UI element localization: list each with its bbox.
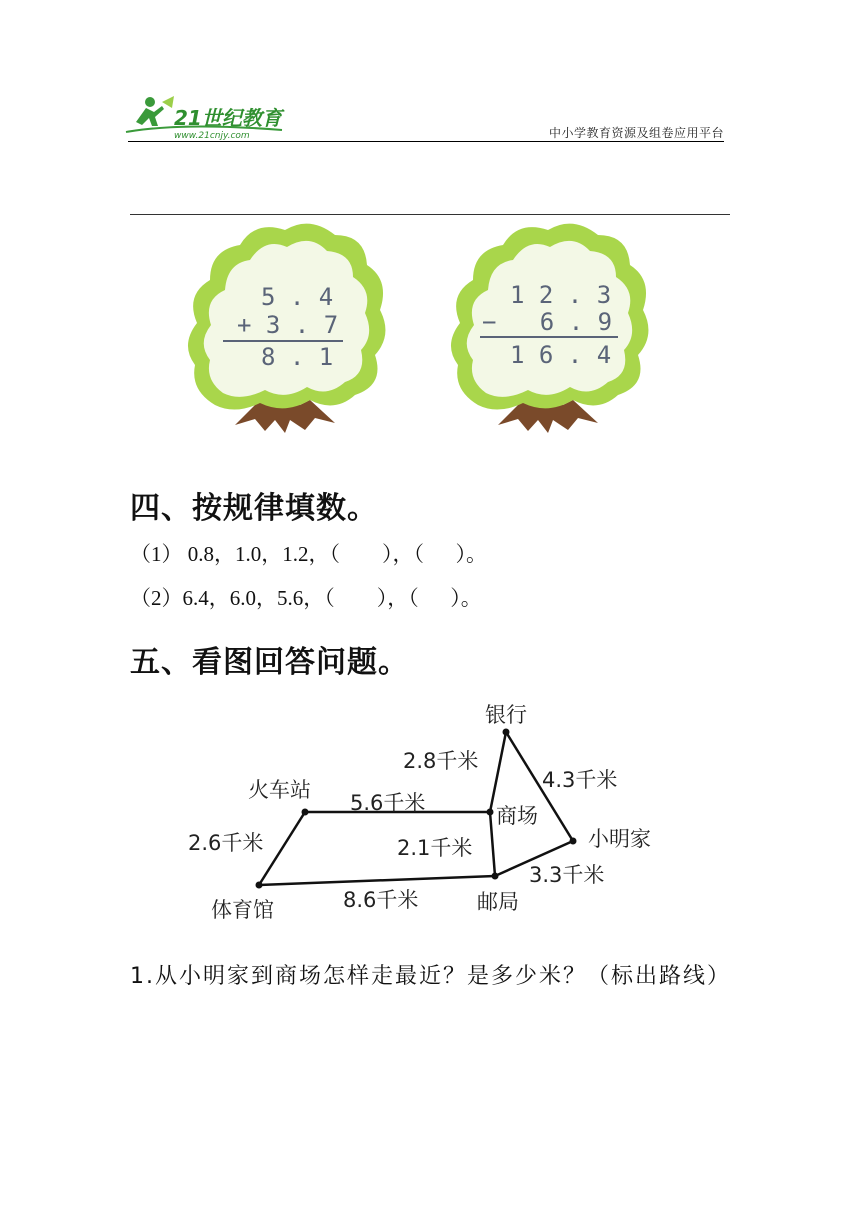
route-map-diagram (180, 695, 680, 925)
place-station: 火车站 (248, 778, 311, 802)
distance-mall-post: 2.1千米 (397, 836, 473, 860)
place-bank: 银行 (485, 703, 527, 727)
distance-station-mall: 5.6千米 (350, 791, 426, 815)
node-home (570, 838, 577, 845)
node-station (302, 809, 309, 816)
tree-row-3: 8 . 1 (261, 343, 334, 371)
edge-station-gym (259, 812, 305, 885)
21cnjy-logo (122, 92, 292, 142)
logo-text: 21世纪教育 (174, 106, 282, 130)
tree-row-1: 5 . 4 (261, 283, 334, 311)
runner-icon (136, 96, 174, 126)
distance-station-gym: 2.6千米 (188, 831, 264, 855)
place-mall: 商场 (496, 804, 538, 828)
header-divider (128, 141, 724, 142)
tree-addition-card (175, 215, 395, 440)
node-post (492, 873, 499, 880)
distance-post-home: 3.3千米 (529, 863, 605, 887)
tree-subtraction-card (438, 215, 658, 440)
section-5-heading: 五、看图回答问题。 (130, 645, 409, 680)
tree-row-2: + 3 . 7 (237, 311, 339, 339)
sequence-question-1: （1） 0.8，1.0，1.2，（ ），（ ）。 (130, 542, 487, 566)
tree-row-1: 1 2 . 3 (510, 281, 612, 309)
edge-mall-post (490, 812, 495, 876)
question-1: 1.从小明家到商场怎样走最近？是多少米？（标出路线） (130, 964, 731, 989)
header-tagline: 中小学教育资源及组卷应用平台 (548, 126, 724, 140)
node-mall (487, 809, 494, 816)
node-bank (503, 729, 510, 736)
place-gym: 体育馆 (211, 898, 274, 922)
logo-url: www.21cnjy.com (174, 131, 250, 141)
distance-gym-post: 8.6千米 (343, 888, 419, 912)
edge-mall-bank (490, 732, 506, 812)
edge-gym-post (259, 876, 495, 885)
node-gym (256, 882, 263, 889)
distance-mall-bank: 2.8千米 (403, 749, 479, 773)
sequence-question-2: （2）6.4，6.0，5.6，（ ），（ ）。 (130, 586, 482, 610)
place-post: 邮局 (477, 890, 519, 914)
section-4-heading: 四、按规律填数。 (130, 491, 378, 526)
place-home: 小明家 (588, 827, 651, 851)
tree-row-2: − 6 . 9 (482, 308, 613, 336)
tree-row-3: 1 6 . 4 (510, 341, 612, 369)
distance-bank-home: 4.3千米 (542, 768, 618, 792)
